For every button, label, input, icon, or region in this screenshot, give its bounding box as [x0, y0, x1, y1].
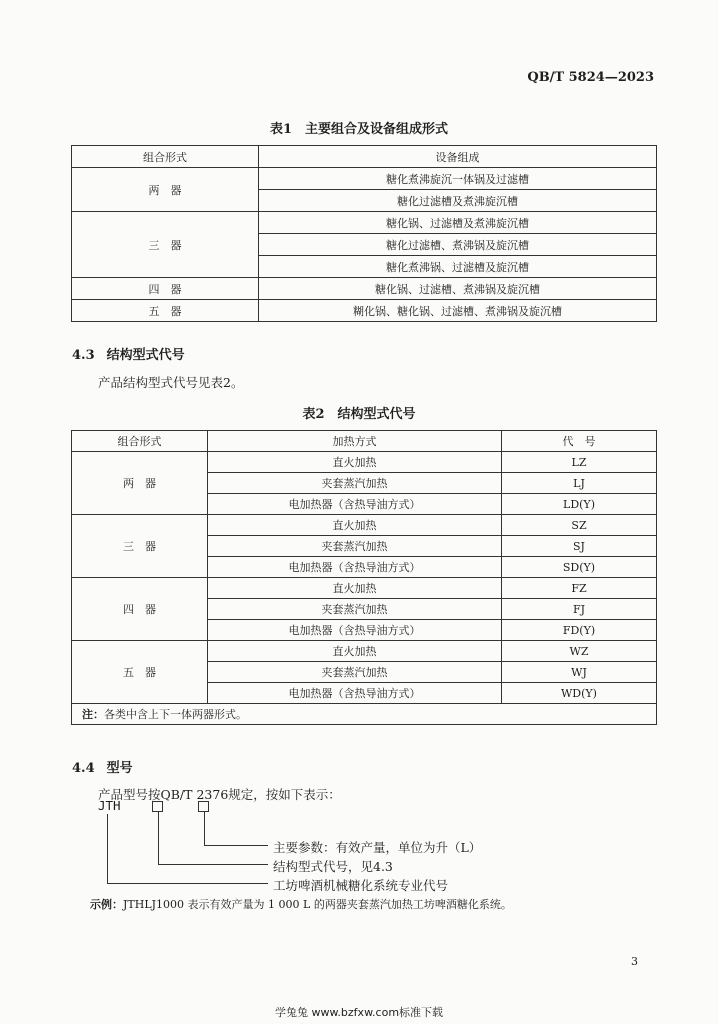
- table-cell: 夹套蒸汽加热: [208, 662, 502, 683]
- table-row: [72, 168, 657, 190]
- leader-line: [158, 812, 159, 864]
- legend-structure-code: 结构型式代号，见4.3: [273, 859, 393, 874]
- example-line: [90, 896, 512, 912]
- table-cell: 糖化煮沸锅、过滤槽及旋沉槽: [259, 256, 657, 278]
- legend-main-parameter: 主要参数：有效产量，单位为升（L）: [273, 840, 482, 855]
- table1: [71, 145, 657, 322]
- code-cell: WD(Y): [502, 683, 657, 704]
- section-title: 型号: [106, 761, 133, 776]
- column-header: 组合形式: [72, 146, 259, 168]
- table2-caption: 表2 结构型式代号: [302, 407, 416, 422]
- table-row: [72, 515, 657, 536]
- table-header-row: [72, 146, 657, 168]
- column-header: 设备组成: [259, 146, 657, 168]
- code-cell: WZ: [502, 641, 657, 662]
- column-header: 代 号: [502, 431, 657, 452]
- table-note-row: [72, 704, 657, 725]
- note-label: 注：: [82, 708, 104, 721]
- code-cell: WJ: [502, 662, 657, 683]
- table-cell: 糖化锅、过滤槽及煮沸旋沉槽: [259, 212, 657, 234]
- leader-line: [204, 812, 205, 845]
- group-cell: 四 器: [72, 278, 259, 300]
- table-row: [72, 452, 657, 473]
- section-title: 结构型式代号: [106, 348, 185, 363]
- example-label: 示例：: [90, 898, 123, 911]
- table-row: [72, 300, 657, 322]
- table-header-row: [72, 431, 657, 452]
- table-cell: 电加热器（含热导油方式）: [208, 557, 502, 578]
- standard-number: QB/T 5824—2023: [527, 70, 654, 85]
- section-4-3-text: 产品结构型式代号见表2。: [98, 375, 244, 390]
- code-cell: FZ: [502, 578, 657, 599]
- table-cell: 糖化过滤槽及煮沸旋沉槽: [259, 190, 657, 212]
- section-number: 4.4: [72, 761, 95, 776]
- group-cell: 三 器: [72, 212, 259, 278]
- code-cell: LJ: [502, 473, 657, 494]
- table-cell: 糖化过滤槽、煮沸锅及旋沉槽: [259, 234, 657, 256]
- note-text: 各类中含上下一体两器形式。: [104, 708, 247, 721]
- group-cell: 五 器: [72, 641, 208, 704]
- group-cell: 两 器: [72, 168, 259, 212]
- example-text: JTHLJ1000 表示有效产量为 1 000 L 的两器夹套蒸汽加热工坊啤酒糖化系统。: [123, 898, 512, 911]
- table-cell: 夹套蒸汽加热: [208, 536, 502, 557]
- table-cell: 直火加热: [208, 515, 502, 536]
- table-row: [72, 578, 657, 599]
- structure-code-placeholder-box: [152, 801, 163, 812]
- table1-caption: 表1 主要组合及设备组成形式: [269, 122, 449, 137]
- code-cell: FJ: [502, 599, 657, 620]
- table-cell: 糊化锅、糖化锅、过滤槽、煮沸锅及旋沉槽: [259, 300, 657, 322]
- leader-line: [107, 814, 108, 883]
- section-4-3-heading: [72, 344, 185, 363]
- code-cell: SZ: [502, 515, 657, 536]
- group-cell: 三 器: [72, 515, 208, 578]
- column-header: 加热方式: [208, 431, 502, 452]
- legend-system-code: 工坊啤酒机械糖化系统专业代号: [273, 878, 449, 893]
- column-header: 组合形式: [72, 431, 208, 452]
- group-cell: 五 器: [72, 300, 259, 322]
- table-cell: 直火加热: [208, 641, 502, 662]
- table-row: [72, 641, 657, 662]
- code-cell: FD(Y): [502, 620, 657, 641]
- parameter-placeholder-box: [198, 801, 209, 812]
- code-cell: LD(Y): [502, 494, 657, 515]
- section-4-4-intro: 产品型号按QB/T 2376规定，按如下表示：: [98, 787, 341, 802]
- footer-watermark: 学兔兔 www.bzfxw.com标准下载: [274, 1006, 444, 1019]
- table-row: [72, 212, 657, 234]
- model-prefix: JTH: [98, 798, 121, 813]
- table-cell: 夹套蒸汽加热: [208, 473, 502, 494]
- table-cell: 电加热器（含热导油方式）: [208, 494, 502, 515]
- table-note: [72, 704, 657, 725]
- group-cell: 两 器: [72, 452, 208, 515]
- code-cell: SD(Y): [502, 557, 657, 578]
- table-cell: 夹套蒸汽加热: [208, 599, 502, 620]
- section-number: 4.3: [72, 348, 95, 363]
- leader-line: [204, 845, 268, 846]
- leader-line: [107, 883, 268, 884]
- table-cell: 糖化煮沸旋沉一体锅及过滤槽: [259, 168, 657, 190]
- leader-line: [158, 864, 268, 865]
- table-cell: 糖化锅、过滤槽、煮沸锅及旋沉槽: [259, 278, 657, 300]
- code-cell: LZ: [502, 452, 657, 473]
- section-4-4-heading: [72, 757, 133, 776]
- table-cell: 直火加热: [208, 452, 502, 473]
- table-cell: 直火加热: [208, 578, 502, 599]
- table-cell: 电加热器（含热导油方式）: [208, 620, 502, 641]
- group-cell: 四 器: [72, 578, 208, 641]
- table-row: [72, 278, 657, 300]
- code-cell: SJ: [502, 536, 657, 557]
- table-cell: 电加热器（含热导油方式）: [208, 683, 502, 704]
- table2: [71, 430, 657, 725]
- page-number: 3: [631, 955, 638, 968]
